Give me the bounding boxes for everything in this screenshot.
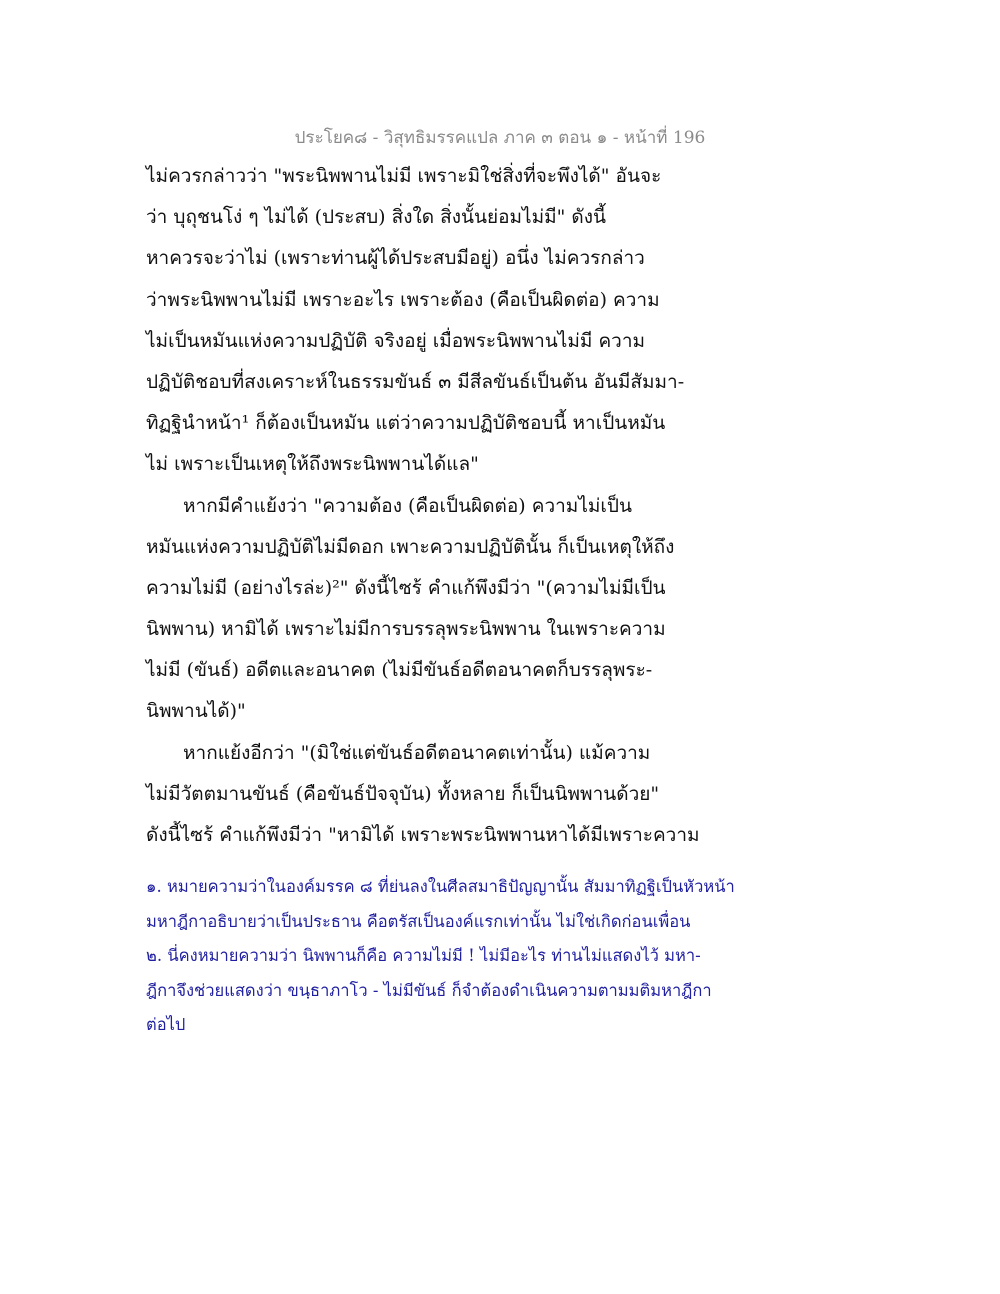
footnote-line: ฎีกาจึงช่วยแสดงว่า ขนฺธาภาโว - ไม่มีขันธ์ ก็จำต้องดำเนินความตามมติมหาฎีกา (146, 980, 712, 1000)
body-line: ไม่มี (ขันธ์) อดีตและอนาคต (ไม่มีขันธ์อดีตอนาคตก็บรรลุพระ- (146, 659, 653, 682)
footnote-line: มหาฎีกาอธิบายว่าเป็นประธาน คือตรัสเป็นองค์แรกเท่านั้น ไม่ใช่เกิดก่อนเพื่อน (146, 911, 691, 931)
body-line: หาควรจะว่าไม่ (เพราะท่านผู้ได้ประสบมีอยู่) อนึ่ง ไม่ควรกล่าว (146, 247, 645, 270)
footnote-line: ต่อไป (146, 1015, 186, 1035)
footnotes-section (146, 870, 866, 1043)
page-header: ประโยค๘ - วิสุทธิมรรคแปล ภาค ๓ ตอน ๑ - หน้าที่ 196 (294, 128, 706, 148)
body-line: ว่า บุถุชนโง่ ๆ ไม่ได้ (ประสบ) สิ่งใด สิ่งนั้นย่อมไม่มี" ดังนี้ (146, 206, 607, 229)
body-line: หมันแห่งความปฏิบัติไม่มีดอก เพาะความปฏิบัตินั้น ก็เป็นเหตุให้ถึง (146, 535, 675, 558)
body-line: ทิฏฐินำหน้า¹ ก็ต้องเป็นหมัน แต่ว่าความปฏิบัติชอบนี้ หาเป็นหมัน (146, 412, 666, 435)
footnote-line: ๑. หมายความว่าในองค์มรรค ๘ ที่ย่นลงในศีลสมาธิปัญญานั้น สัมมาทิฏฐิเป็นหัวหน้า (146, 877, 735, 896)
body-line: ไม่มีวัตตมานขันธ์ (คือขันธ์ปัจจุบัน) ทั้งหลาย ก็เป็นนิพพานด้วย" (146, 782, 660, 805)
body-line: ไม่ เพราะเป็นเหตุให้ถึงพระนิพพานได้แล" (146, 453, 479, 476)
footnote-line: ๒. นี่คงหมายความว่า นิพพานก็คือ ความไม่มี ! ไม่มีอะไร ท่านไม่แสดงไว้ มหา- (146, 946, 701, 966)
main-body-text (146, 156, 866, 856)
body-line: นิพพานได้)" (146, 700, 246, 723)
body-line: หากแย้งอีกว่า "(มิใช่แต่ขันธ์อดีตอนาคตเท่านั้น) แม้ความ (183, 741, 651, 764)
body-line: ไม่ควรกล่าวว่า "พระนิพพานไม่มี เพราะมิใช่สิ่งที่จะพึงได้" อันจะ (146, 165, 662, 187)
body-line: ไม่เป็นหมันแห่งความปฏิบัติ จริงอยู่ เมื่อพระนิพพานไม่มี ความ (146, 329, 646, 352)
body-line: ความไม่มี (อย่างไรล่ะ)²" ดังนี้ไซร้ คำแก้พึงมีว่า "(ความไม่มีเป็น (146, 576, 666, 599)
body-line: นิพพาน) หามิได้ เพราะไม่มีการบรรลุพระนิพพาน ในเพราะความ (146, 618, 666, 641)
body-line: ดังนี้ไซร้ คำแก้พึงมีว่า "หามิได้ เพราะพระนิพพานหาได้มีเพราะความ (146, 824, 700, 846)
body-line: หากมีคำแย้งว่า "ความต้อง (คือเป็นผิดต่อ) ความไม่เป็น (183, 494, 632, 517)
body-line: ปฏิบัติชอบที่สงเคราะห์ในธรรมขันธ์ ๓ มีสีลขันธ์เป็นต้น อันมีสัมมา- (146, 370, 685, 393)
body-line: ว่าพระนิพพานไม่มี เพราะอะไร เพราะต้อง (คือเป็นผิดต่อ) ความ (146, 288, 660, 311)
